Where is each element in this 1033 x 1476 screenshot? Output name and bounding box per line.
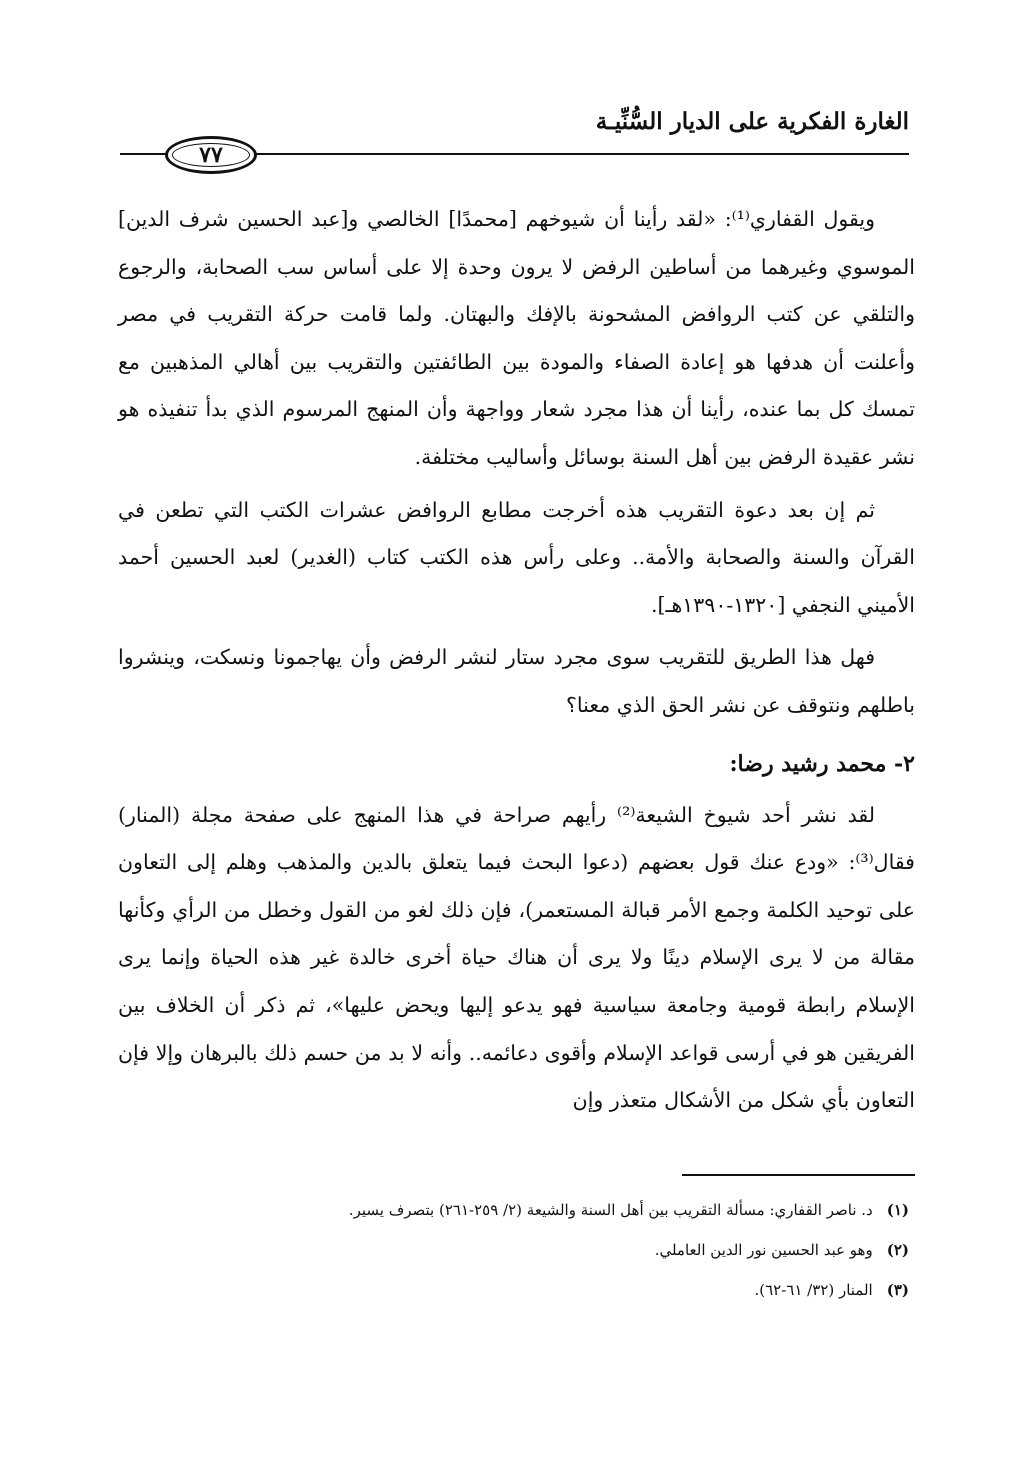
footnote-number: (٢) xyxy=(886,1241,909,1259)
footnote-item xyxy=(118,1230,909,1270)
section-heading: ٢- محمد رشيد رضا: xyxy=(729,750,915,777)
footnote-separator xyxy=(682,1174,915,1176)
footnote-item xyxy=(118,1270,909,1310)
footnote-text: وهو عبد الحسين نور الدين العاملي. xyxy=(654,1241,873,1259)
paragraph: ويقول القفاري⁽¹⁾: «لقد رأينا أن شيوخهم [محمدًا] الخالصي و[عبد الحسين شرف الدين] الموسوي وغيرهما من أساطين الرفض لا يرون وحدة إلا على أساس سب الصحابة، والرجوع والتلقي عن كتب الروافض المشحونة بالإفك والبهتان. ولما قامت حركة التقريب في مصر وأعلنت أن هدفها هو إعادة الصفاء والمودة بين الطائفتين والتقريب بين أهالي المذهبين مع تمسك كل بما عنده، رأينا أن هذا مجرد شعار وواجهة وأن المنهج المرسوم الذي بدأ تنفيذه هو نشر عقيدة الرفض بين أهل السنة بوسائل وأساليب مختلفة. xyxy=(118,207,915,469)
footnote-number: (١) xyxy=(886,1201,909,1219)
paragraph: ثم إن بعد دعوة التقريب هذه أخرجت مطابع الروافض عشرات الكتب التي تطعن في القرآن والسنة والصحابة والأمة.. وعلى رأس هذه الكتب كتاب (الغدير) لعبد الحسين أحمد الأميني النجفي [١٣٢٠-١٣٩٠هـ]. xyxy=(118,497,915,617)
paragraph: فهل هذا الطريق للتقريب سوى مجرد ستار لنشر الرفض وأن يهاجمونا ونسكت، وينشروا باطلهم ونتوقف عن نشر الحق الذي معنا؟ xyxy=(118,645,915,717)
header-rule xyxy=(255,153,909,155)
paragraph: لقد نشر أحد شيوخ الشيعة⁽²⁾ رأيهم صراحة في هذا المنهج على صفحة مجلة (المنار) فقال⁽³⁾: «ودع عنك قول بعضهم (دعوا البحث فيما يتعلق بالدين والمذهب وهلم إلى التعاون على توحيد الكلمة وجمع الأمر قبالة المستعمر)، فإن ذلك لغو من القول وخطل من الرأي وكأنها مقالة من لا يرى الإسلام دينًا ولا يرى أن هناك حياة أخرى خالدة غير هذه الحياة وإنما يرى الإسلام رابطة قومية وجامعة سياسية فهو يدعو إليها ويحض عليها»، ثم ذكر أن الخلاف بين الفريقين هو في أرسى قواعد الإسلام وأقوى دعائمه.. وأنه لا بد من حسم ذلك بالبرهان وإلا فإن التعاون بأي شكل من الأشكال متعذر وإن xyxy=(118,802,915,1113)
body-text xyxy=(118,196,915,1125)
footnote-item xyxy=(118,1190,909,1230)
page-number: ٧٧ xyxy=(199,142,223,168)
footnote-text: المنار (٣٢/ ٦١-٦٢). xyxy=(754,1281,873,1299)
running-header-title: الغارة الفكرية على الديار السُّنِّيـة xyxy=(595,108,909,135)
footnote-text: د. ناصر القفاري: مسألة التقريب بين أهل السنة والشيعة (٢/ ٢٥٩-٢٦١) بتصرف يسير. xyxy=(348,1201,873,1219)
footnotes xyxy=(118,1190,909,1310)
footnote-number: (٣) xyxy=(886,1281,909,1299)
page-number-badge xyxy=(165,136,257,174)
